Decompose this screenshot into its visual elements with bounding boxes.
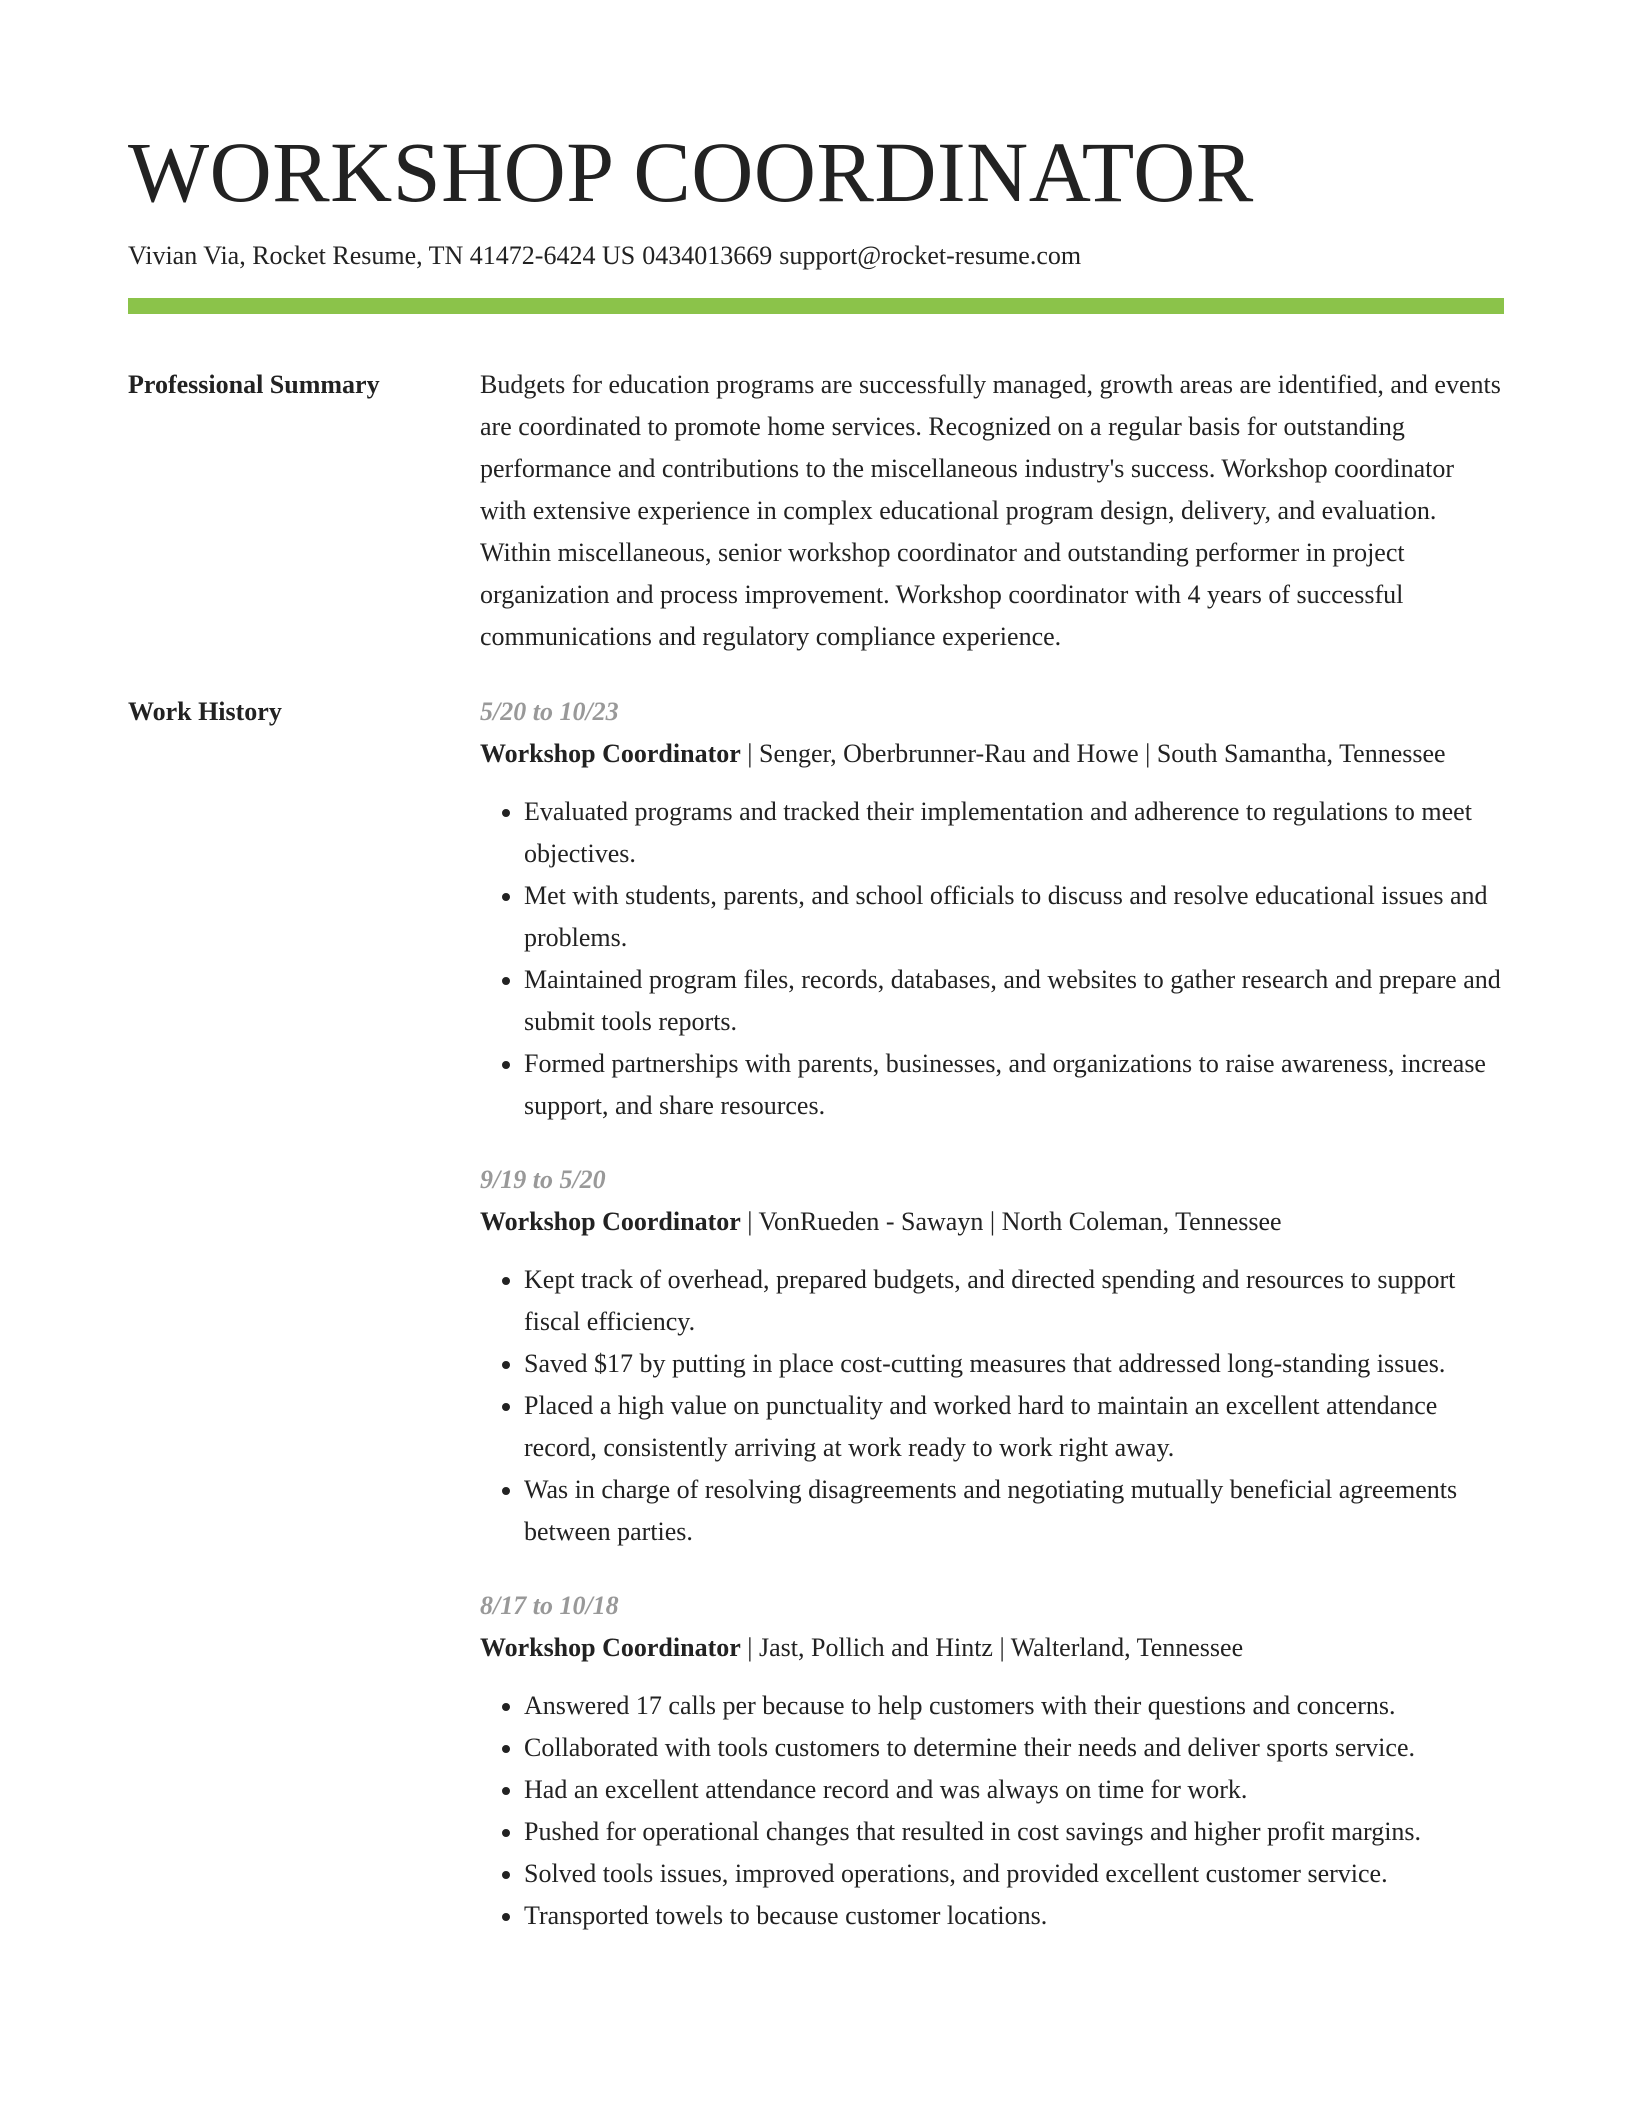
job-duty-item: • Met with students, parents, and school officials to discuss and resolve educational issues and problems. (524, 875, 1504, 959)
job-duty-item: • Transported towels to because customer locations. (524, 1895, 1504, 1937)
professional-summary-section (128, 364, 1504, 658)
job-duties-list (480, 791, 1504, 1127)
job-duty-item: • Pushed for operational changes that resulted in cost savings and higher profit margins. (524, 1811, 1504, 1853)
job-duty-item: • Kept track of overhead, prepared budgets, and directed spending and resources to support fiscal efficiency. (524, 1259, 1504, 1343)
job-duties-list (480, 1259, 1504, 1553)
job-duty-item: • Placed a high value on punctuality and worked hard to maintain an excellent attendance record, consistently arriving at work ready to work right away. (524, 1385, 1504, 1469)
contact-email: support@rocket-resume.com (779, 241, 1082, 270)
job-duty-item: • Was in charge of resolving disagreements and negotiating mutually beneficial agreements between parties. (524, 1469, 1504, 1553)
job-company: VonRueden - Sawayn (758, 1207, 984, 1236)
job-dates: 8/17 to 10/18 (480, 1591, 619, 1620)
resume-page (128, 0, 1504, 1937)
section-heading-summary: Professional Summary (128, 370, 380, 399)
job-separator: | (740, 1633, 759, 1662)
job-entry (480, 1585, 1504, 1937)
contact-phone: 0434013669 (642, 241, 773, 270)
job-separator: | (992, 1633, 1011, 1662)
job-heading (480, 733, 1504, 775)
job-duty-item: • Saved $17 by putting in place cost-cutting measures that addressed long-standing issues. (524, 1343, 1504, 1385)
job-title: Workshop Coordinator (480, 1207, 741, 1236)
job-duty-item: • Solved tools issues, improved operations, and provided excellent customer service. (524, 1853, 1504, 1895)
job-duty-item: • Answered 17 calls per because to help customers with their questions and concerns. (524, 1685, 1504, 1727)
job-entry (480, 1159, 1504, 1553)
job-duty-item: • Evaluated programs and tracked their implementation and adherence to regulations to meet objectives. (524, 791, 1504, 875)
job-dates: 5/20 to 10/23 (480, 697, 619, 726)
job-separator: | (740, 739, 759, 768)
job-company: Jast, Pollich and Hintz (758, 1633, 993, 1662)
job-separator: | (983, 1207, 1002, 1236)
work-history-section (128, 691, 1504, 1937)
summary-text: Budgets for education programs are successfully managed, growth areas are identified, and events are coordinated to promote home services. Recognized on a regular basis for outstanding performance and contributions to the miscellaneous industry's success. Workshop coordinator with extensive experience in complex educational program design, delivery, and evaluation. Within miscellaneous, senior workshop coordinator and outstanding performer in project organization and process improvement. Workshop coordinator with 4 years of successful communications and regulatory compliance experience. (480, 370, 1501, 651)
job-separator: | (740, 1207, 759, 1236)
job-duty-item: • Formed partnerships with parents, businesses, and organizations to raise awareness, increase support, and share resources. (524, 1043, 1504, 1127)
job-separator: | (1138, 739, 1157, 768)
job-title: Workshop Coordinator (480, 739, 741, 768)
work-history-list (480, 691, 1504, 1937)
section-heading-work-history: Work History (128, 697, 282, 726)
job-heading (480, 1627, 1504, 1669)
job-entry (480, 691, 1504, 1127)
job-location: North Coleman, Tennessee (1001, 1207, 1282, 1236)
contact-address: Vivian Via, Rocket Resume, TN 41472-6424 US (128, 241, 636, 270)
contact-line (128, 238, 1504, 274)
job-company: Senger, Oberbrunner-Rau and Howe (758, 739, 1139, 768)
job-location: Walterland, Tennessee (1010, 1633, 1244, 1662)
job-dates: 9/19 to 5/20 (480, 1165, 606, 1194)
job-location: South Samantha, Tennessee (1156, 739, 1446, 768)
job-title: Workshop Coordinator (480, 1633, 741, 1662)
job-heading (480, 1201, 1504, 1243)
job-duty-item: • Had an excellent attendance record and was always on time for work. (524, 1769, 1504, 1811)
job-duties-list (480, 1685, 1504, 1937)
accent-divider (128, 298, 1504, 314)
job-duty-item: • Maintained program files, records, databases, and websites to gather research and prepare and submit tools reports. (524, 959, 1504, 1043)
resume-title: WORKSHOP COORDINATOR (128, 124, 1254, 220)
job-duty-item: • Collaborated with tools customers to determine their needs and deliver sports service. (524, 1727, 1504, 1769)
